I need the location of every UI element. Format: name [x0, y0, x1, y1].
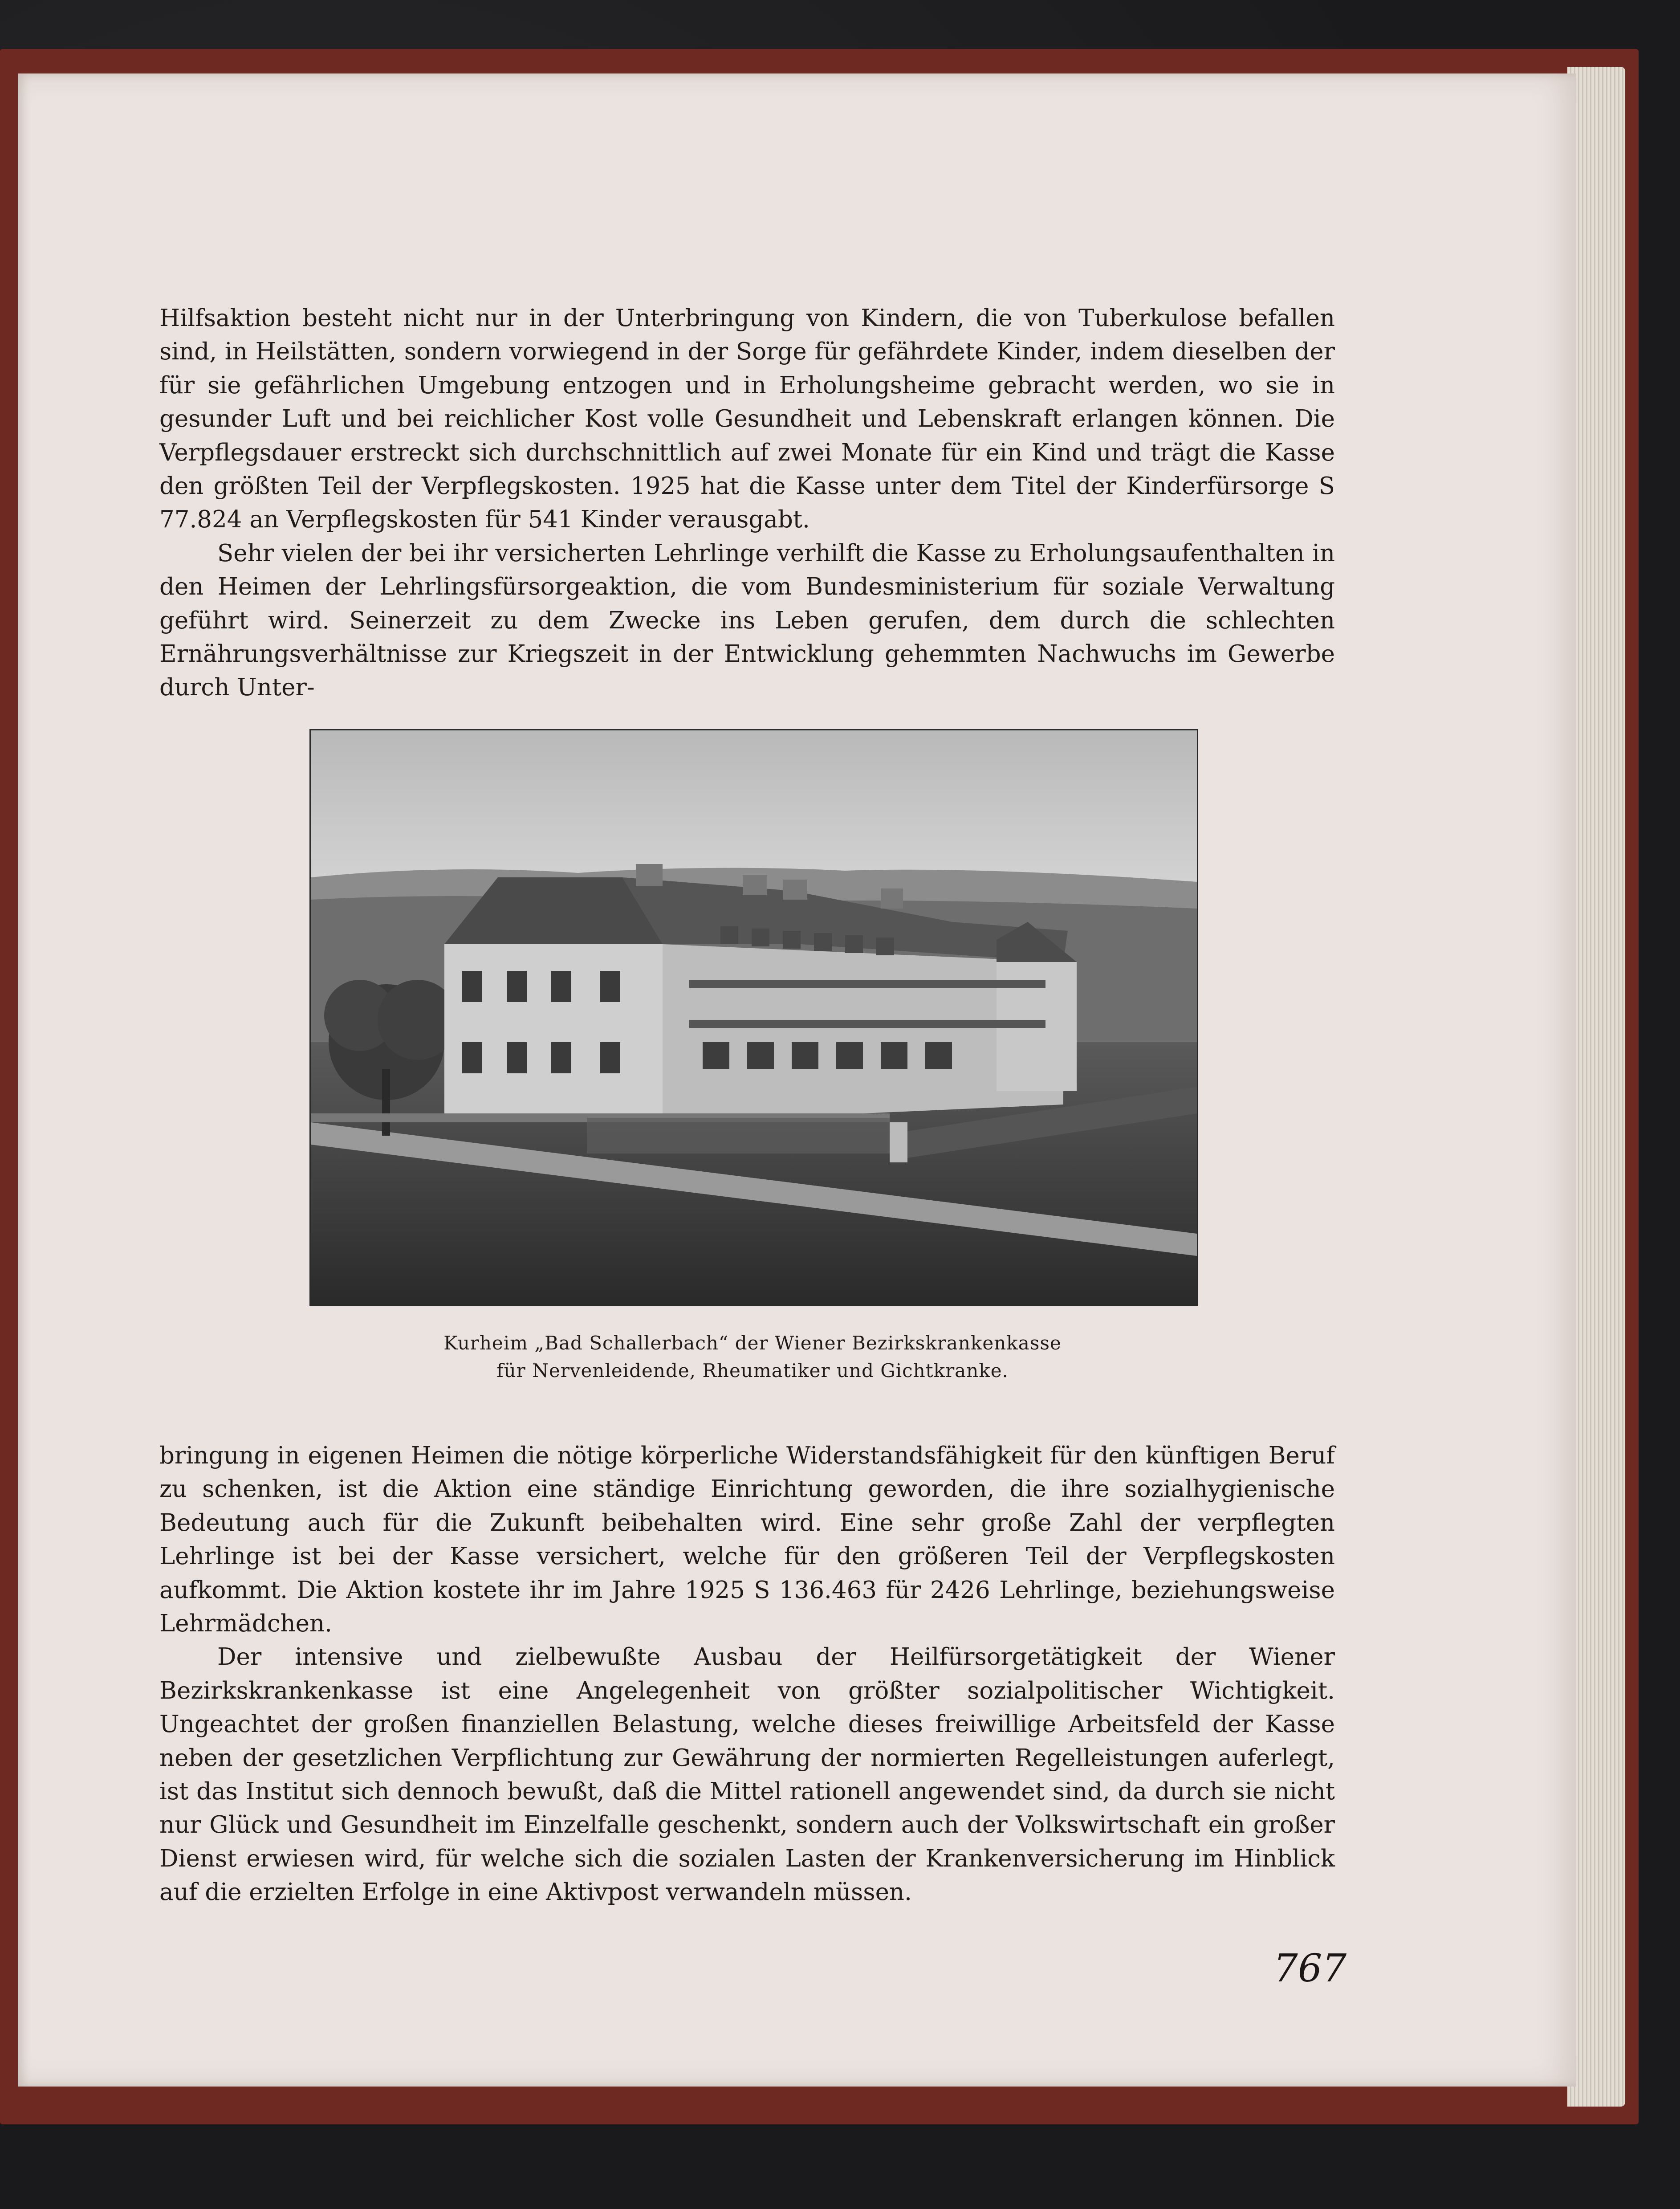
paragraph-3: bringung in eigenen Heimen die nötige körperliche Widerstandsfähigkeit für den künftigen Beruf zu schenken, ist die Aktion eine ständige Einrichtung geworden, die ihre sozialhygienische Bedeutung auch für die Zukunft beibehalten wird. Eine sehr große Zahl der verpflegten Lehrlinge ist bei der Kasse versichert, welche für den größeren Teil der Verpflegskosten aufkommt. Die Aktion kostete ihr im Jahre 1925 S 136.463 für 2426 Lehrlinge, beziehungsweise Lehrmädchen.: [159, 1442, 1335, 1638]
paragraph-4: Der intensive und zielbewußte Ausbau der Heilfürsorgetätigkeit der Wiener Bezirkskrankenkasse ist eine Angelegenheit von größter sozialpolitischer Wichtigkeit. Ungeachtet der großen finanziellen Belastung, welche dieses freiwillige Arbeitsfeld der Kasse neben der gesetzlichen Verpflichtung zur Gewährung der normierten Regelleistungen auferlegt, ist das Institut sich dennoch bewußt, daß die Mittel rationell angewendet sind, da durch sie nicht nur Glück und Gesundheit im Einzelfalle geschenkt, sondern auch der Volkswirtschaft ein großer Dienst erwiesen wird, für welche sich die sozialen Lasten der Krankenversicherung im Hinblick auf die erzielten Erfolge in eine Aktivpost verwandeln müssen.: [159, 1643, 1335, 1906]
paragraph-2: Sehr vielen der bei ihr versicherten Lehrlinge verhilft die Kasse zu Erholungsaufenthalten in den Heimen der Lehrlingsfürsorgeaktion, die vom Bundesministerium für soziale Verwaltung geführt wird. Seinerzeit zu dem Zwecke ins Leben gerufen, dem durch die schlechten Ernährungsverhältnisse zur Kriegszeit in der Entwicklung gehemmten Nachwuchs im Gewerbe durch Unter-: [159, 539, 1335, 701]
photo-caption: [309, 1329, 1196, 1385]
caption-line-1: Kurheim „Bad Schallerbach“ der Wiener Bezirkskrankenkasse: [443, 1332, 1062, 1354]
building-photograph: [309, 729, 1198, 1306]
book-page: [18, 73, 1576, 2087]
bottom-text-block: [159, 1439, 1335, 1909]
top-text-block: [159, 302, 1335, 705]
kurheim-building-image: [311, 730, 1197, 1305]
page-number: 767: [1273, 1946, 1347, 1991]
paragraph-1: Hilfsaktion besteht nicht nur in der Unterbringung von Kindern, die von Tuberkulose befallen sind, in Heilstätten, sondern vorwiegend in der Sorge für gefährdete Kinder, indem dieselben der für sie gefährlichen Umgebung entzogen und in Erholungsheime gebracht werden, wo sie in gesunder Luft und bei reichlicher Kost volle Gesundheit und Lebenskraft erlangen können. Die Verpflegsdauer erstreckt sich durchschnittlich auf zwei Monate für ein Kind und trägt die Kasse den größten Teil der Verpflegskosten. 1925 hat die Kasse unter dem Titel der Kinderfürsorge S 77.824 an Verpflegskosten für 541 Kinder verausgabt.: [159, 305, 1335, 534]
caption-line-2: für Nervenleidende, Rheumatiker und Gichtkranke.: [496, 1360, 1009, 1382]
